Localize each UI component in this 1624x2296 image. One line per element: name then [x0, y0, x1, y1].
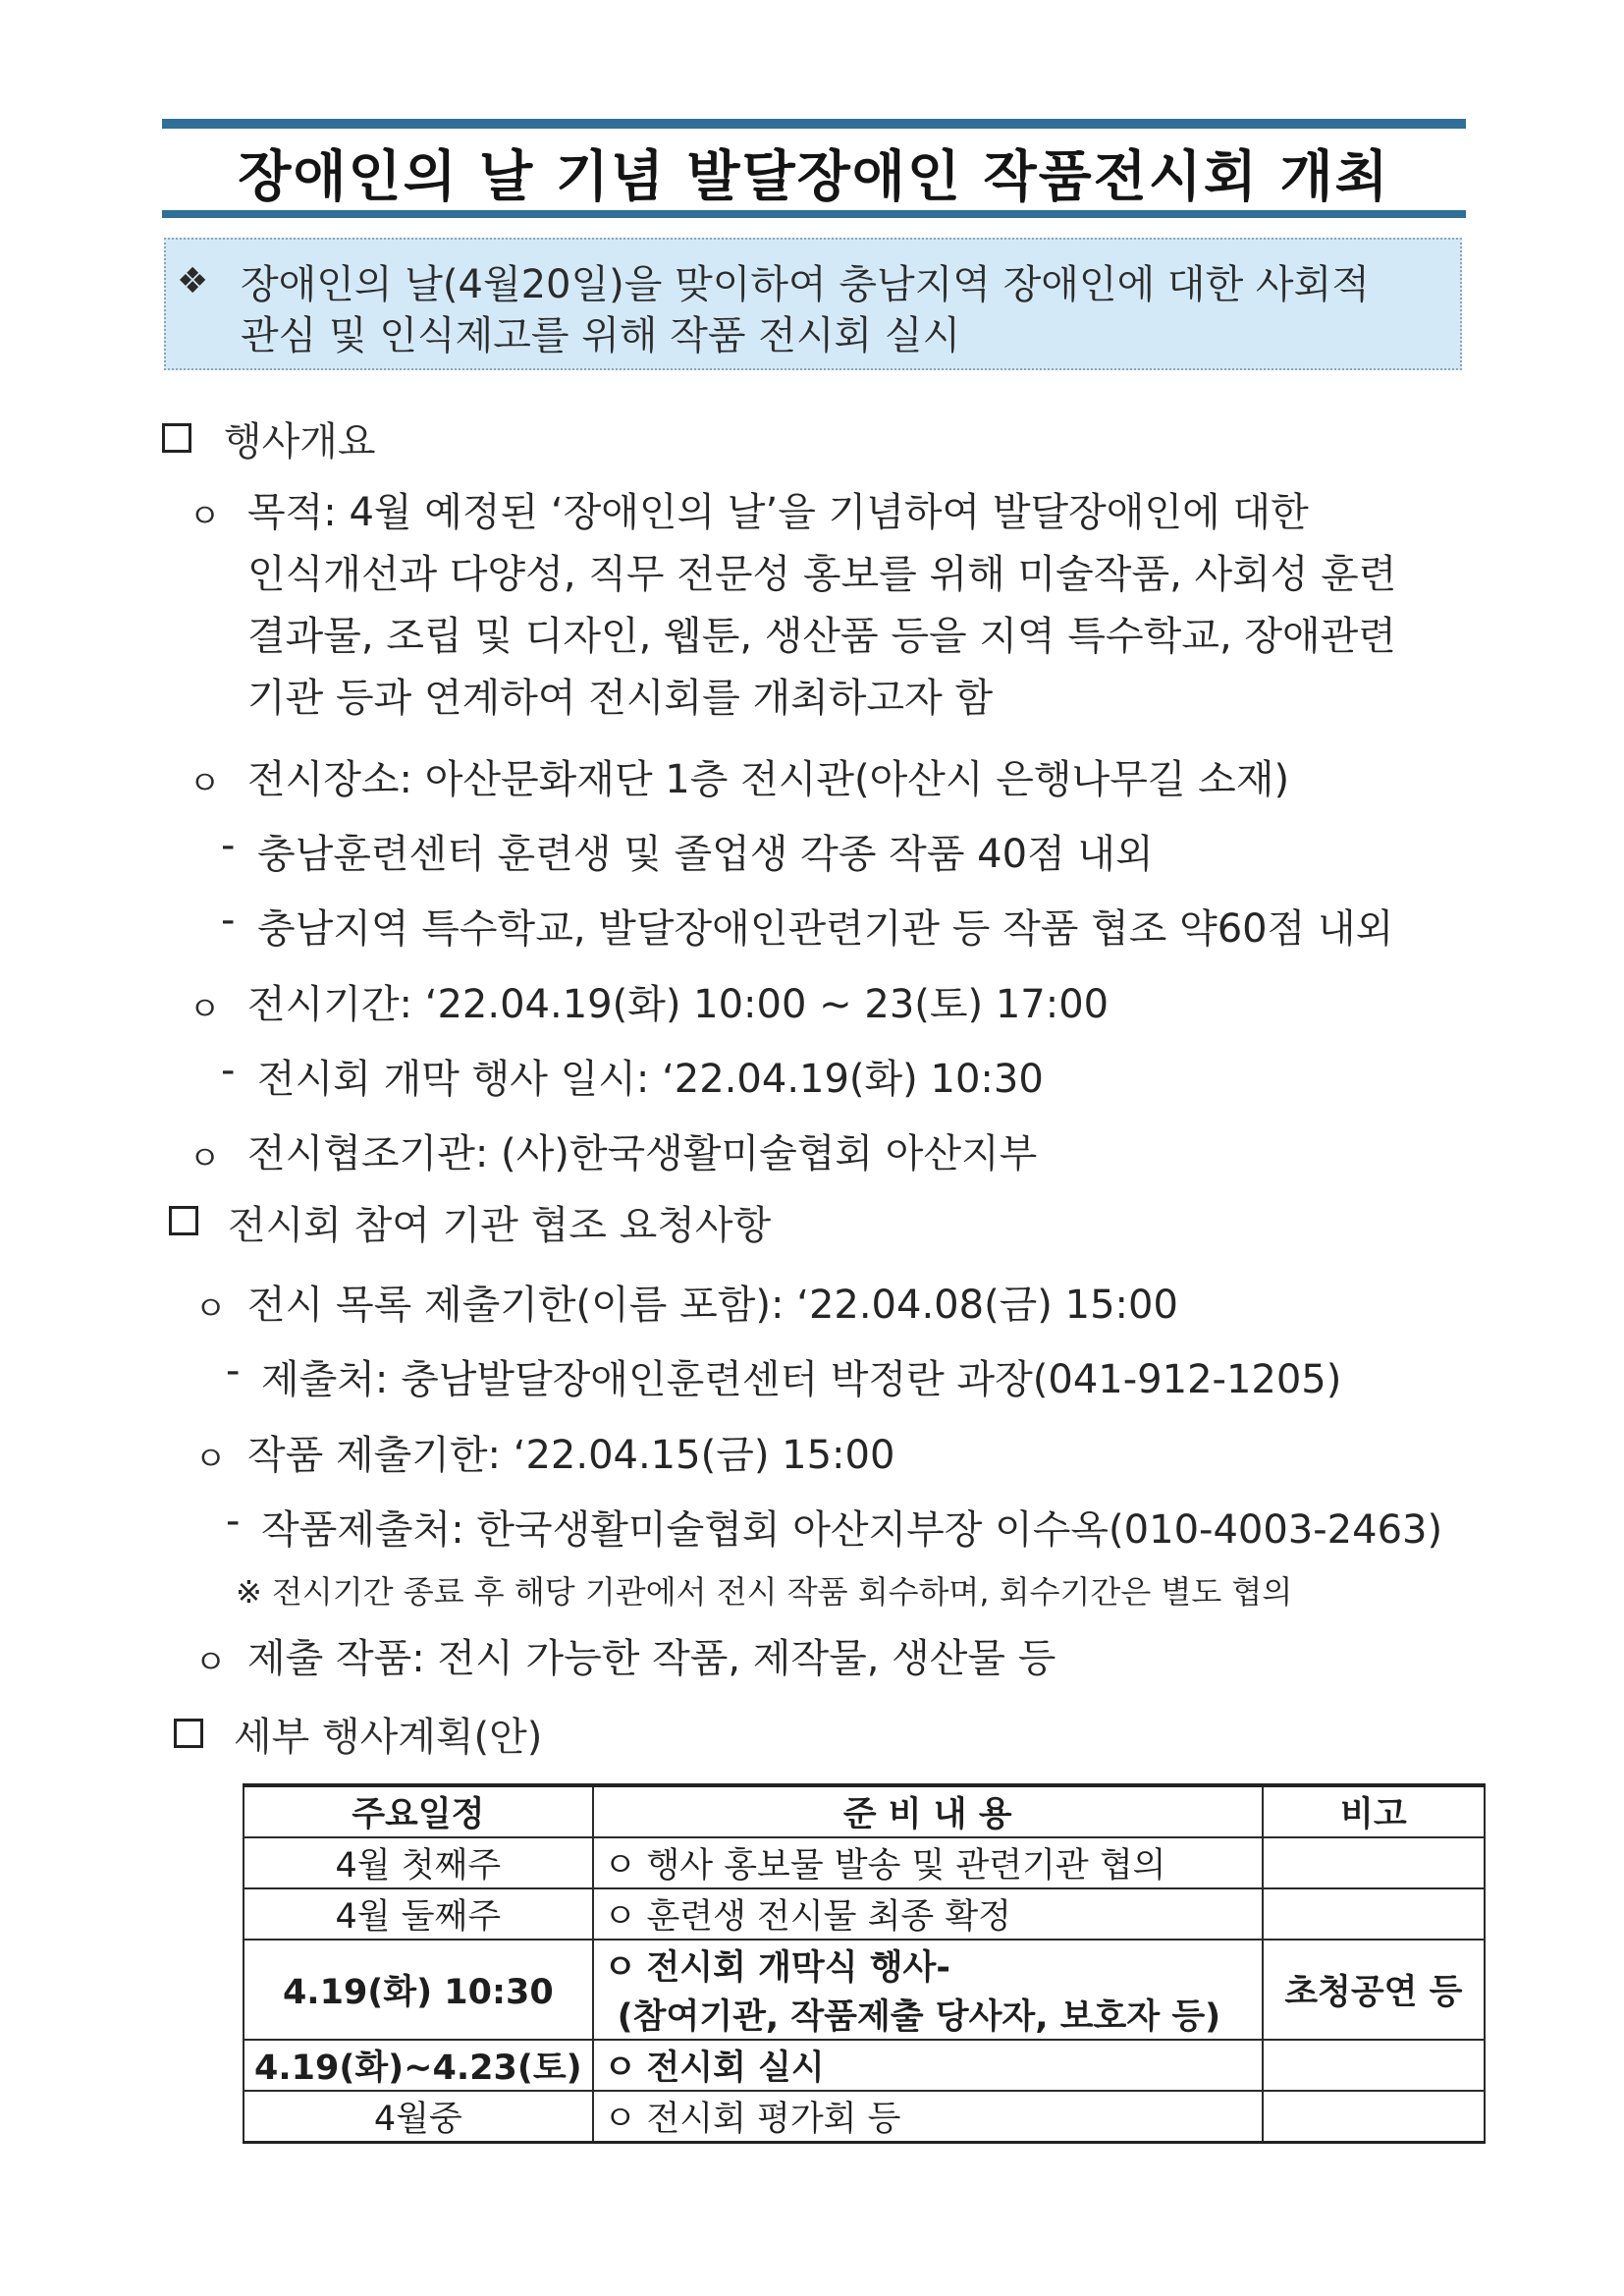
partner-text: 전시협조기관: (사)한국생활미술협회 아산지부 — [247, 1131, 1038, 1176]
plan-table — [243, 1783, 1486, 2144]
table-row — [244, 2040, 1485, 2091]
venue-text: 전시장소: 아산문화재단 1층 전시관(아산시 은행나무길 소재) — [247, 757, 1290, 802]
dash-bullet: - — [221, 823, 236, 868]
page-title: 장애인의 날 기념 발달장애인 작품전시회 개최 — [238, 145, 1390, 209]
circle-bullet-icon: ㅇ — [189, 990, 221, 1029]
row-content — [593, 2040, 1263, 2091]
section-heading-requests: 전시회 참여 기관 협조 요청사항 — [228, 1203, 772, 1248]
circle-bullet-icon: ㅇ — [603, 2049, 637, 2088]
dash-bullet: - — [226, 1499, 241, 1544]
circle-bullet-icon: ㅇ — [603, 1846, 637, 1886]
title-bottom-rule — [162, 210, 1466, 218]
dash-bullet: - — [226, 1348, 241, 1394]
title-top-rule — [162, 119, 1466, 129]
table-row — [244, 2091, 1485, 2143]
return-note: ※ 전시기간 종료 후 해당 기관에서 전시 작품 회수하며, 회수기간은 별도 협의 — [236, 1573, 1293, 1611]
circle-bullet-icon: ㅇ — [194, 1643, 227, 1682]
purpose-line-3: 결과물, 조립 및 디자인, 웹툰, 생산품 등을 지역 특수학교, 장애관련 — [247, 614, 1396, 659]
section-checkbox-icon — [162, 423, 191, 453]
dash-bullet: - — [221, 1048, 236, 1093]
row-content — [593, 1940, 1263, 2040]
row-content-text: 전시회 개막식 행사- — [646, 1948, 950, 1988]
circle-bullet-icon: ㅇ — [603, 2100, 637, 2139]
circle-bullet-icon: ㅇ — [194, 1440, 227, 1479]
diamond-bullet-icon: ❖ — [177, 261, 209, 301]
work-deadline-text: 작품 제출기한: ‘22.04.15(금) 15:00 — [247, 1433, 895, 1478]
circle-bullet-icon: ㅇ — [189, 764, 221, 803]
row-date: 4월 첫째주 — [244, 1837, 593, 1888]
purpose-line-2: 인식개선과 다양성, 직무 전문성 홍보를 위해 미술작품, 사회성 훈련 — [247, 552, 1397, 597]
row-date: 4.19(화) 10:30 — [244, 1940, 593, 2040]
dash-bullet: - — [221, 898, 236, 943]
row-content-text: 전시회 실시 — [646, 2049, 825, 2088]
row-content-text: 행사 홍보물 발송 및 관련기관 협의 — [646, 1846, 1166, 1886]
summary-line-1: 장애인의 날(4월20일)을 맞이하여 충남지역 장애인에 대한 사회적 — [241, 262, 1370, 307]
circle-bullet-icon: ㅇ — [189, 1139, 221, 1178]
circle-bullet-icon: ㅇ — [603, 1948, 637, 1988]
table-row — [244, 1888, 1485, 1940]
col-header-content: 준 비 내 용 — [593, 1785, 1263, 1837]
venue-sub-1: 충남훈련센터 훈련생 및 졸업생 각종 작품 40점 내외 — [257, 832, 1154, 877]
section-checkbox-icon — [174, 1719, 203, 1748]
row-note — [1263, 2040, 1485, 2091]
circle-bullet-icon: ㅇ — [189, 497, 221, 536]
section-heading-plan: 세부 행사계획(안) — [234, 1715, 543, 1760]
summary-line-2: 관심 및 인식제고를 위해 작품 전시회 실시 — [241, 313, 961, 358]
section-heading-overview: 행사개요 — [224, 419, 376, 465]
row-date: 4.19(화)~4.23(토) — [244, 2040, 593, 2091]
table-header-row — [244, 1785, 1485, 1837]
col-header-schedule: 주요일정 — [244, 1785, 593, 1837]
list-submit-to: 제출처: 충남발달장애인훈련센터 박정란 과장(041-912-1205) — [261, 1357, 1342, 1402]
row-date: 4월중 — [244, 2091, 593, 2143]
purpose-line-4: 기관 등과 연계하여 전시회를 개최하고자 함 — [247, 676, 994, 721]
col-header-note: 비고 — [1263, 1785, 1485, 1837]
purpose-line-1: 목적: 4월 예정된 ‘장애인의 날’을 기념하여 발달장애인에 대한 — [247, 490, 1309, 535]
venue-sub-2: 충남지역 특수학교, 발달장애인관련기관 등 작품 협조 약60점 내외 — [257, 906, 1394, 952]
row-content-text: 전시회 평가회 등 — [646, 2100, 901, 2139]
work-submit-to: 작품제출처: 한국생활미술협회 아산지부장 이수옥(010-4003-2463) — [261, 1507, 1443, 1553]
row-note: 초청공연 등 — [1263, 1940, 1485, 2040]
period-sub: 전시회 개막 행사 일시: ‘22.04.19(화) 10:30 — [257, 1057, 1044, 1102]
row-content — [593, 2091, 1263, 2143]
period-text: 전시기간: ‘22.04.19(화) 10:00 ~ 23(토) 17:00 — [247, 982, 1110, 1027]
works-text: 제출 작품: 전시 가능한 작품, 제작물, 생산물 등 — [247, 1636, 1056, 1681]
table-row — [244, 1940, 1485, 2040]
row-note — [1263, 2091, 1485, 2143]
table-row — [244, 1837, 1485, 1888]
section-checkbox-icon — [169, 1206, 198, 1235]
row-note — [1263, 1837, 1485, 1888]
list-deadline-text: 전시 목록 제출기한(이름 포함): ‘22.04.08(금) 15:00 — [247, 1283, 1178, 1328]
row-content — [593, 1888, 1263, 1940]
row-date: 4월 둘째주 — [244, 1888, 593, 1940]
row-note — [1263, 1888, 1485, 1940]
row-content-text: 훈련생 전시물 최종 확정 — [646, 1897, 1011, 1937]
circle-bullet-icon: ㅇ — [603, 1897, 637, 1937]
circle-bullet-icon: ㅇ — [194, 1289, 227, 1329]
row-content-text-2: (참여기관, 작품제출 당사자, 보호자 등) — [617, 1997, 1221, 2037]
row-content — [593, 1837, 1263, 1888]
